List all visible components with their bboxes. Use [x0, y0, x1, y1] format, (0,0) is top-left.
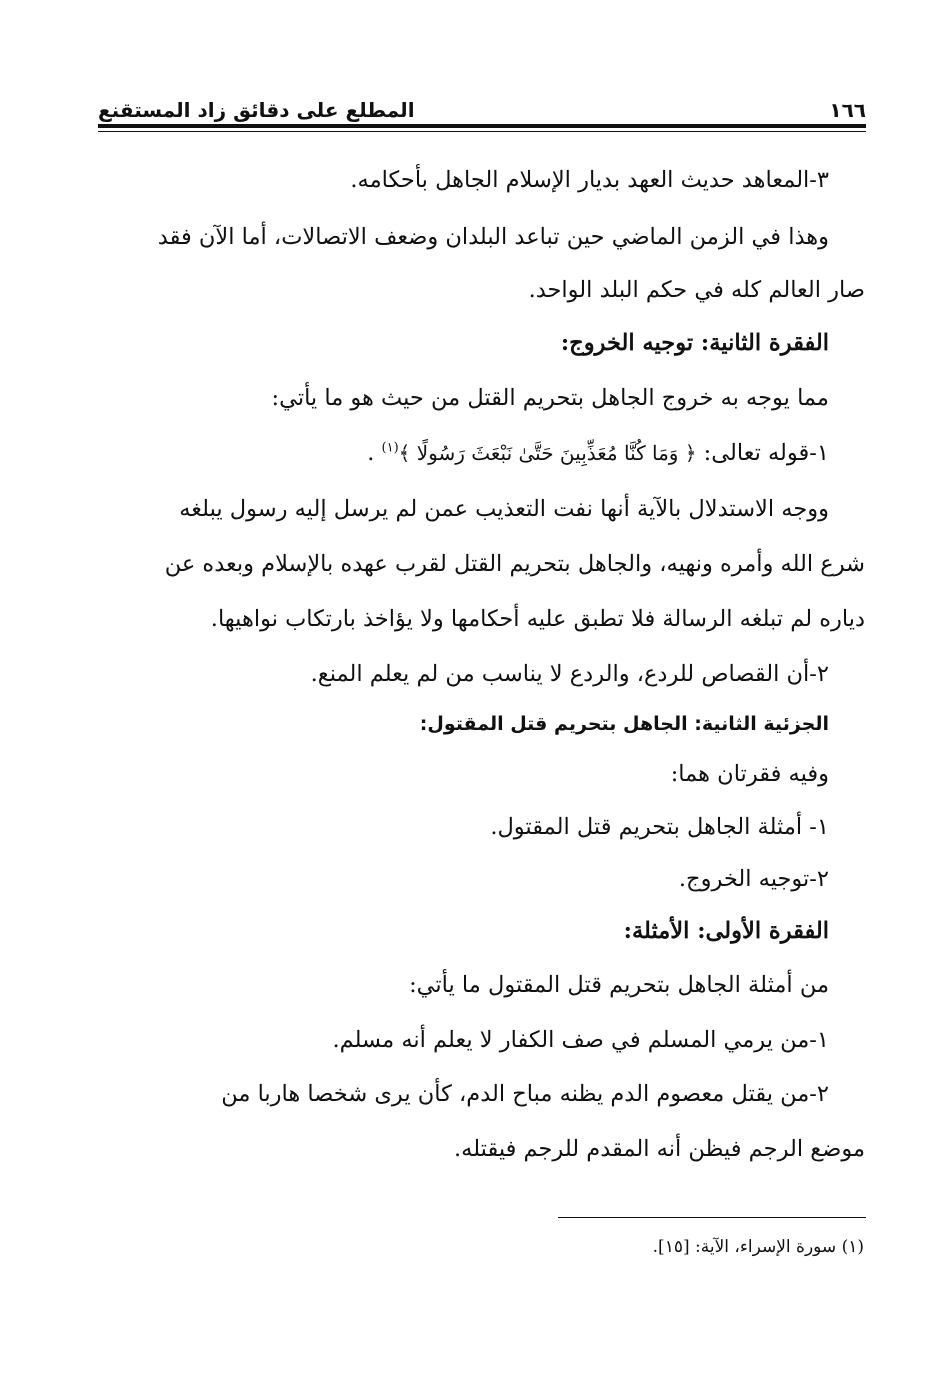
paragraph-line: وهذا في الزمن الماضي حين تباعد البلدان وضعف الاتصالات، أما الآن فقد: [157, 224, 829, 250]
paragraph-line: صار العالم كله في حكم البلد الواحد.: [528, 277, 865, 303]
list-item: ١- أمثلة الجاهل بتحريم قتل المقتول.: [490, 814, 829, 840]
section-heading: الفقرة الثانية: توجيه الخروج:: [560, 330, 829, 356]
running-title: المطلع على دقائق زاد المستقنع: [98, 98, 415, 122]
section-heading: الفقرة الأولى: الأمثلة:: [623, 918, 829, 944]
list-number-text: ١-قوله تعالى:: [696, 440, 829, 466]
list-item: ٢-توجيه الخروج.: [678, 866, 829, 892]
paragraph-line: من أمثلة الجاهل بتحريم قتل المقتول ما يأتي:: [409, 972, 829, 998]
paragraph-line: ٣-المعاهد حديث العهد بديار الإسلام الجاهل بأحكامه.: [350, 167, 829, 193]
list-item: ٢-من يقتل معصوم الدم يظنه مباح الدم، كأن يرى شخصا هاربا من: [221, 1081, 829, 1107]
header-rule-thin: [98, 131, 866, 132]
paragraph-line: وفيه فقرتان هما:: [670, 761, 829, 787]
subsection-heading: الجزئية الثانية: الجاهل بتحريم قتل المقتول:: [419, 713, 829, 735]
list-item: ١-من يرمي المسلم في صف الكفار لا يعلم أنه مسلم.: [332, 1027, 829, 1053]
line-end-punctuation: .: [367, 440, 382, 466]
page-number: ١٦٦: [829, 98, 866, 122]
footnote-separator: [558, 1217, 866, 1218]
quran-citation-line: [100, 436, 829, 470]
paragraph-line: شرع الله وأمره ونهيه، والجاهل بتحريم القتل لقرب عهده بالإسلام وبعده عن: [164, 551, 865, 577]
paragraph-line: ووجه الاستدلال بالآية أنها نفت التعذيب عمن لم يرسل إليه رسول يبلغه: [179, 496, 829, 522]
footnote: (١) سورة الإسراء، الآية: [١٥].: [652, 1237, 864, 1257]
paragraph-line: دياره لم تبلغه الرسالة فلا تطبق عليه أحكامها ولا يؤاخذ بارتكاب نواهيها.: [210, 606, 865, 632]
running-header: [98, 88, 866, 122]
footnote-reference: (١): [381, 440, 399, 456]
quran-verse: ﴿ وَمَا كُنَّا مُعَذِّبِينَ حَتَّىٰ نَبْعَثَ رَسُولًا ﴾: [398, 441, 697, 465]
paragraph-line: ٢-أن القصاص للردع، والردع لا يناسب من لم يعلم المنع.: [310, 661, 829, 687]
paragraph-line: مما يوجه به خروج الجاهل بتحريم القتل من حيث هو ما يأتي:: [271, 385, 829, 411]
paragraph-line: موضع الرجم فيظن أنه المقدم للرجم فيقتله.: [454, 1136, 865, 1162]
header-rule: [98, 124, 866, 128]
